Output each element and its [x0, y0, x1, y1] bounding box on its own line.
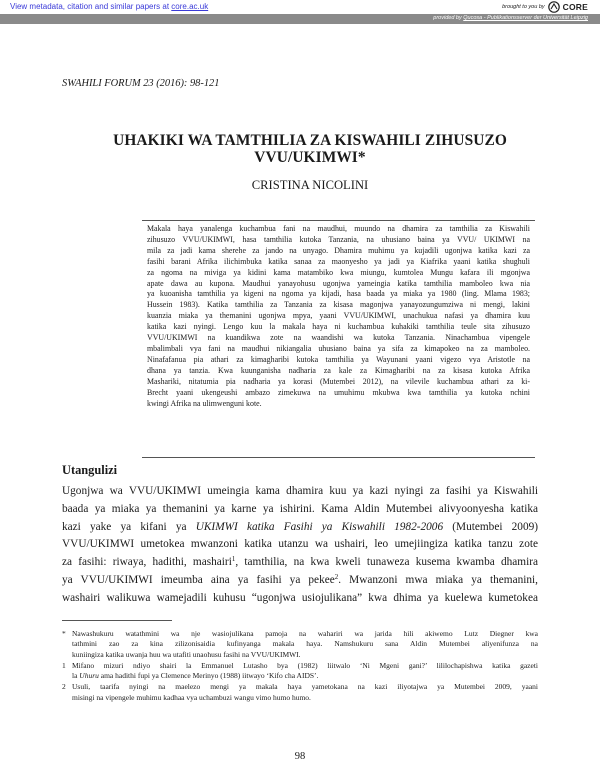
body-line: baada ya miaka ya themanini ya karne ya ishirini. Kama Aldin Mutembei alivyoonyesha katika	[62, 502, 538, 515]
abstract-line: Brecht yaani ukengeushi ambazo zimekuwa na umuhimu mkubwa kwa tamthilia ya kutoka nchini	[147, 387, 530, 397]
footnote-text: ama hadithi fupi ya Clemence Merinyo (1988) iitwayo ‘Kifo cha AIDS’.	[98, 671, 319, 681]
abstract-line: dhana ya tanzia. Kwa kuunganisha nadharia za kale za Kimagharibi na za kisasa kutoka Afrika	[147, 365, 530, 375]
abstract-line: mila za jadi kama sherehe za jando na unyago. Dhamira muhimu ya kujadili ugonjwa katika kazi za	[147, 245, 530, 255]
view-metadata-link[interactable]	[10, 2, 208, 11]
section-heading: Utangulizi	[62, 463, 118, 477]
footnote-1	[62, 661, 538, 682]
footnote-line: Nawashukuru watathmini wa nje wasiojulikana pamoja na wahariri wa jarida hili akiwemo Lutz Diegner kwa	[72, 629, 538, 638]
body-line: VVU/UKIMWI umetokea mwanzoni katika utanzu wa ushairi, leo umejiingiza katika tanzu zote	[62, 538, 538, 551]
footnote-mark: 2	[62, 682, 66, 692]
footnote-divider	[62, 620, 172, 621]
article-author: CRISTINA NICOLINI	[251, 178, 369, 192]
abstract-line: Mashariki, nitatumia pia nadharia ya korasi (Mutembei 2012), na vilevile kuchambua athari za ki-	[147, 376, 530, 386]
footnotes	[62, 629, 538, 704]
abstract-line: mbalimbali vya fani na maudhui nikiangalia uhusiano baina ya sifa za kimapokeo na za mamboleo.	[147, 343, 530, 353]
article-title-line-1: UHAKIKI WA TAMTHILIA ZA KISWAHILI ZIHUSUZO	[113, 132, 507, 149]
brought-to-you-label: brought to you by	[502, 4, 545, 10]
core-logo-icon	[548, 1, 560, 13]
footnote-line: misingi na vipengele muhimu kadhaa vya uchambuzi wangu vimo humo humo.	[72, 692, 311, 702]
core-label: CORE	[562, 2, 588, 12]
body-line	[62, 554, 538, 572]
body-text: kazi yake ya kifani ya	[62, 520, 196, 533]
article-title-line-2: VVU/UKIMWI*	[254, 149, 366, 166]
abstract-line: katika kazi nyingi. Lengo kuu la makala haya ni kuchambua kuhakiki tamthilia teule sita zihusuzo	[147, 322, 530, 332]
body-text: ya VVU/UKIMWI imeumba aina ya fasihi ya pekee	[62, 573, 335, 586]
provider-link[interactable]: Qucosa - Publikationsserver der Universität Leipzig	[463, 15, 588, 21]
abstract-line: ya kuoanisha tamthilia ya kigeni na ngoma ya kijadi, hasa baada ya miaka ya 1980 (ling. Mlama 1983;	[147, 289, 530, 299]
footnote-line	[72, 671, 538, 681]
abstract-line: apate dawa au kupona. Maudhui yanayohusu ugonjwa yameingia katika tamthilia mamboleo kwa nia	[147, 278, 530, 288]
abstract-line: Hussein 1983). Katika tamthilia za Tanzania za kisasa magonjwa yanayozungumziwa ni mengi, lakini	[147, 300, 530, 310]
body-text: (Mutembei 2009)	[443, 520, 538, 533]
core-brand[interactable]	[502, 1, 588, 13]
abstract-line: Ninafafanua pia athari za kimagharibi kutoka tamthilia ya Wayunani yaani vigezo vya Aristotle na	[147, 354, 530, 364]
footnote-line: kuniingiza katika uwanja huu wa utafiti unaohusu fasihi na VVU/UKIMWI.	[72, 649, 301, 659]
provided-by-prefix: provided by	[433, 15, 464, 21]
abstract-line: zihusuzo VVU/UKIMWI, hasa tamthilia kutoka Tanzania, na uhusiano baina ya VVU/ UKIMWI na	[147, 234, 530, 244]
footnote-ref-2[interactable]: 2	[334, 572, 339, 581]
banner-top-row	[0, 0, 600, 13]
footnote-text: la	[72, 671, 80, 681]
abstract-line: Makala haya yanalenga kuchambua fani na maudhui, muundo na dhamira za tamthilia za Kiswahili	[147, 224, 530, 233]
core-banner	[0, 0, 600, 29]
provided-by-bar	[0, 14, 600, 24]
body-text: . Mwanzoni mwa miaka ya themanini,	[338, 573, 538, 586]
abstract-line: fasihi barani Afrika ilichimbuka katika sanaa za maonyesho ya jadi ya Kiafrika yaani katika shughuli	[147, 256, 530, 266]
footnote-acknowledgement	[62, 629, 538, 660]
body-line	[62, 572, 538, 590]
body-line	[62, 519, 538, 537]
footnote-line: Mifano mizuri ndiyo shairi la Emmanuel Lutasho bya (1982) liitwalo ‘Ni Mgeni gani?’ lililochapishwa katika gazeti	[72, 660, 538, 670]
newspaper-title: Uhuru	[79, 671, 99, 681]
footnote-mark: 1	[62, 660, 66, 670]
view-metadata-link-text: View metadata, citation and similar papers at	[10, 2, 172, 11]
cited-work-title: UKIMWI katika Fasihi ya Kiswahili 1982-2006	[195, 520, 444, 533]
abstract-box	[142, 220, 535, 458]
abstract-line: kwingi Afrika na ulimwenguni kote.	[147, 398, 262, 408]
page-number: 98	[294, 751, 306, 762]
footnote-mark: *	[62, 629, 66, 638]
abstract-line: za ngoma na miviga ya kidini kama matambiko kwa miungu, kumtolea Mungu kafara ili mgonjwa	[147, 267, 530, 277]
body-line: washairi walikuwa wamejadili kuhusu “ugonjwa usiojulikana” kwa dhima ya kuelewa kumetokea	[62, 591, 538, 604]
footnote-2	[62, 682, 538, 703]
abstract-line: kuanzia miaka ya themanini ugonjwa mpya, yaani VVU/UKIMWI, unachukua nafasi ya dhamira kuu	[147, 311, 530, 321]
footnote-ref-1[interactable]: 1	[231, 555, 236, 564]
body-text: , tamthilia, na kwa kweli tunaweza kusema kwamba dhamira	[235, 556, 538, 569]
journal-reference: SWAHILI FORUM 23 (2016): 98-121	[62, 78, 220, 89]
abstract-line: VVU/UKIMWI na kuandikwa zote na waandishi wa kutoka Tanzania. Ninachambua vipengele	[147, 333, 530, 343]
body-line: Ugonjwa wa VVU/UKIMWI umeingia kama dhamira kuu ya kazi nyingi za fasihi ya Kiswahili	[62, 485, 538, 497]
footnote-line: Usuli, taarifa nyingi na maelezo mengi ya makala haya yametokana na kazi iliyotajwa ya Mutembei 2009, yaani	[72, 682, 538, 692]
body-text: za fasihi: riwaya, hadithi, mashairi	[62, 556, 232, 569]
section-body	[62, 483, 538, 608]
provided-by-text	[433, 15, 588, 21]
core-domain-link[interactable]: core.ac.uk	[171, 2, 209, 11]
footnote-line: tathmini zao za kina zilizonisaidia kufinyanga makala haya. Namshukuru sana Aldin Mutembei aliyenifunza na	[72, 639, 538, 649]
